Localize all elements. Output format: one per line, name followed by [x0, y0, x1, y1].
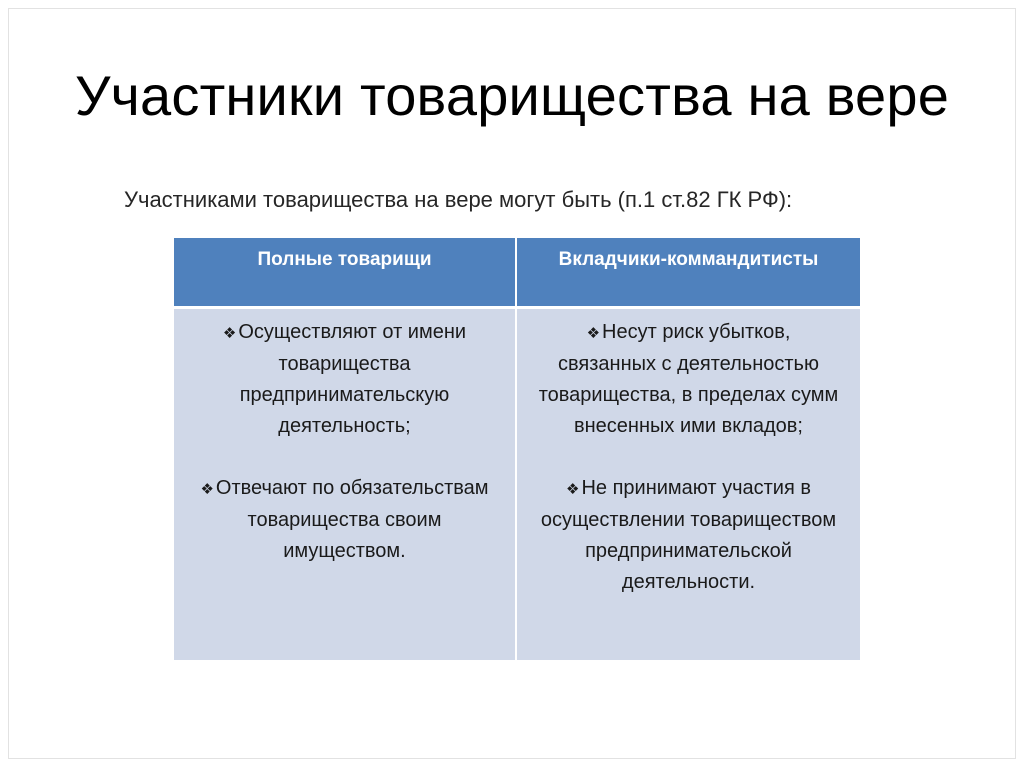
list-item — [535, 317, 842, 442]
table-cell-general-partners — [174, 309, 517, 662]
list-item-text: Осуществляют от имени товарищества предпринимательскую деятельность; — [238, 321, 467, 437]
diamond-bullet-icon: ❖ — [200, 480, 214, 498]
list-item-text: Несут риск убытков, связанных с деятельностью товарищества, в пределах сумм внесенных ими вкладов; — [538, 321, 839, 437]
participants-table — [174, 238, 860, 662]
list-item — [192, 473, 497, 567]
list-item-text: Отвечают по обязательствам товарищества своим имуществом. — [215, 477, 489, 562]
list-item-text: Не принимают участия в осуществлении товариществом предпринимательской деятельности. — [540, 477, 837, 593]
list-item — [192, 317, 497, 442]
list-item — [535, 473, 842, 598]
slide-subtitle: Участниками товарищества на вере могут быть (п.1 ст.82 ГК РФ): — [124, 187, 793, 212]
table-cell-limited-partners — [517, 309, 860, 662]
diamond-bullet-icon: ❖ — [586, 324, 601, 342]
diamond-bullet-icon: ❖ — [566, 480, 580, 498]
table-header-general-partners: Полные товарищи — [174, 238, 517, 309]
table-header-limited-partners: Вкладчики-коммандитисты — [517, 238, 860, 309]
diamond-bullet-icon: ❖ — [222, 324, 237, 342]
slide-title: Участники товарищества на вере — [74, 64, 950, 127]
